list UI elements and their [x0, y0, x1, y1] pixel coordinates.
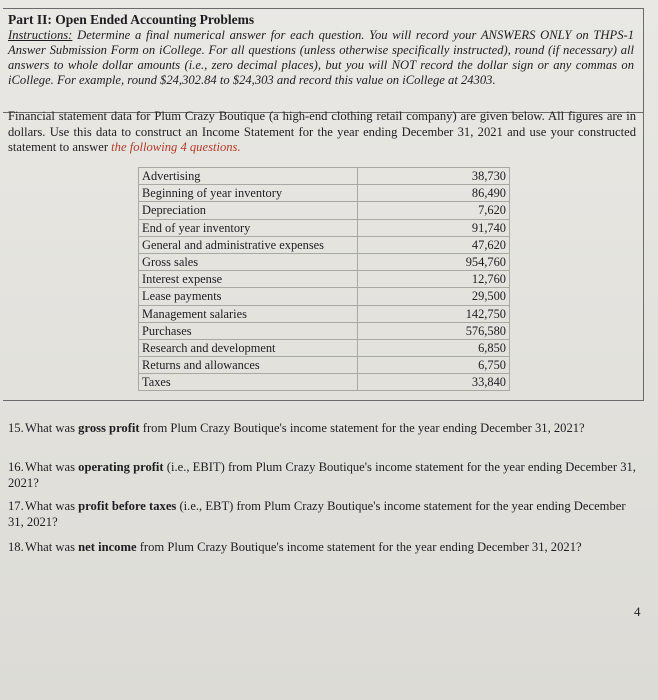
question-text: What was [25, 540, 79, 554]
table-row [139, 339, 510, 356]
instructions-text: Determine a final numerical answer for each question. You will record your ANSWERS ONLY on THPS-1 Answer Submission Form on iCollege. For all questions (unless otherwise specifically instructed), round (if necessary) all answers to whole dollar amounts (i.e., zero decimal places), but you will NOT record the dollar sign or any commas on iCollege. For example, round $24,302.84 to $24,303 and record this value on iCollege at 24303. [8, 28, 634, 87]
row-label: Beginning of year inventory [139, 185, 358, 202]
intro-highlight: the following 4 questions. [111, 140, 241, 154]
row-label: Taxes [139, 374, 358, 391]
question-number: 17. [8, 499, 24, 513]
question-text: (i.e., EBT) from Plum Crazy Boutique's income statement for the year ending December 31, 2021? [8, 499, 626, 529]
row-value: 38,730 [358, 168, 510, 185]
table-row [139, 305, 510, 322]
row-label: End of year inventory [139, 219, 358, 236]
table-row [139, 374, 510, 391]
table-row [139, 357, 510, 374]
question-item [8, 540, 638, 556]
question-number: 16. [8, 460, 24, 474]
question-text: from Plum Crazy Boutique's income statement for the year ending December 31, 2021? [136, 540, 582, 554]
row-label: Advertising [139, 168, 358, 185]
instructions-paragraph [8, 28, 634, 88]
table-row [139, 271, 510, 288]
row-value: 12,760 [358, 271, 510, 288]
row-value: 91,740 [358, 219, 510, 236]
row-value: 29,500 [358, 288, 510, 305]
intro-text: Financial statement data for Plum Crazy Boutique (a high-end clothing retail company) are given below. All figures are in dollars. Use this data to construct an Income Statement for the year ending December 31, 2021 and use your constructed statement to answer [8, 109, 636, 154]
table-row [139, 236, 510, 253]
row-label: Gross sales [139, 253, 358, 270]
table-row [139, 288, 510, 305]
row-value: 576,580 [358, 322, 510, 339]
row-label: Returns and allowances [139, 357, 358, 374]
question-item [8, 499, 638, 530]
question-keyword: operating profit [78, 460, 164, 474]
row-value: 47,620 [358, 236, 510, 253]
question-item [8, 421, 638, 437]
row-value: 33,840 [358, 374, 510, 391]
row-label: Depreciation [139, 202, 358, 219]
question-text: (i.e., EBIT) from Plum Crazy Boutique's income statement for the year ending December 31, 2021? [8, 460, 636, 490]
row-value: 142,750 [358, 305, 510, 322]
table-row [139, 168, 510, 185]
question-keyword: net income [78, 540, 137, 554]
question-text: What was [25, 499, 79, 513]
row-value: 954,760 [358, 253, 510, 270]
row-label: Interest expense [139, 271, 358, 288]
question-item [8, 460, 638, 491]
table-row [139, 219, 510, 236]
row-label: General and administrative expenses [139, 236, 358, 253]
section-title: Part II: Open Ended Accounting Problems [8, 12, 255, 27]
table-row [139, 202, 510, 219]
row-value: 6,750 [358, 357, 510, 374]
question-text: from Plum Crazy Boutique's income statement for the year ending December 31, 2021? [139, 421, 585, 435]
table-row [139, 253, 510, 270]
question-text: What was [25, 421, 79, 435]
table-row [139, 322, 510, 339]
row-label: Lease payments [139, 288, 358, 305]
instructions-lead: Instructions: [8, 28, 73, 42]
question-keyword: gross profit [78, 421, 140, 435]
page-number: 4 [634, 604, 641, 619]
row-label: Research and development [139, 339, 358, 356]
row-value: 7,620 [358, 202, 510, 219]
row-value: 6,850 [358, 339, 510, 356]
question-number: 18. [8, 540, 24, 554]
question-text: What was [25, 460, 79, 474]
problem-intro [8, 109, 636, 156]
row-label: Purchases [139, 322, 358, 339]
row-value: 86,490 [358, 185, 510, 202]
row-label: Management salaries [139, 305, 358, 322]
question-keyword: profit before taxes [78, 499, 177, 513]
financial-data-table [138, 167, 510, 391]
table-row [139, 185, 510, 202]
question-number: 15. [8, 421, 24, 435]
